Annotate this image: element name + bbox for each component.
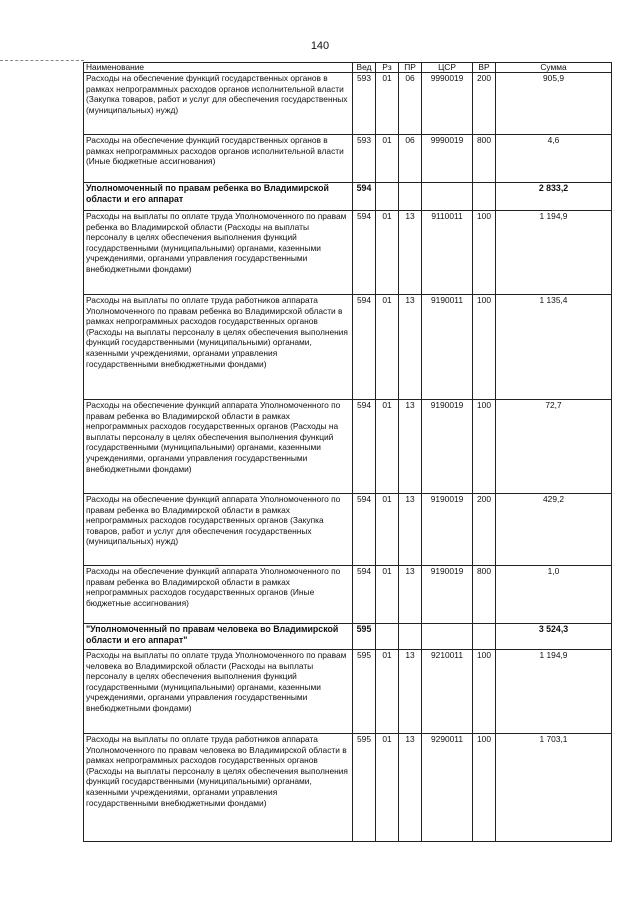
cell-vr — [473, 183, 496, 211]
cell-pr: 13 — [399, 400, 422, 494]
cell-csr: 9190019 — [422, 566, 473, 624]
cell-sum: 1 194,9 — [496, 650, 612, 734]
col-header-rz: Рз — [376, 63, 399, 73]
cell-pr: 13 — [399, 494, 422, 566]
cell-vr: 200 — [473, 73, 496, 135]
cell-rz — [376, 183, 399, 211]
cell-ved: 593 — [353, 135, 376, 183]
cell-ved: 594 — [353, 211, 376, 295]
cell-sum: 2 833,2 — [496, 183, 612, 211]
cell-ved: 595 — [353, 624, 376, 650]
table-row — [84, 135, 612, 183]
cell-ved: 595 — [353, 734, 376, 842]
cell-pr: 06 — [399, 135, 422, 183]
cell-pr: 13 — [399, 295, 422, 400]
table-row — [84, 295, 612, 400]
table-header-row — [84, 63, 612, 73]
cell-rz: 01 — [376, 734, 399, 842]
cell-pr: 13 — [399, 734, 422, 842]
cell-ved: 594 — [353, 183, 376, 211]
cell-sum: 1 135,4 — [496, 295, 612, 400]
cell-csr: 9190019 — [422, 494, 473, 566]
cell-pr: 13 — [399, 211, 422, 295]
cell-vr: 100 — [473, 734, 496, 842]
cell-csr: 9290011 — [422, 734, 473, 842]
cell-name: Расходы на обеспечение функций государственных органов в рамках непрограммных расходов органов исполнительной власти (Иные бюджетные ассигнования) — [84, 135, 353, 183]
cell-name: Расходы на обеспечение функций аппарата Уполномоченного по правам ребенка во Владимирской области в рамках непрограммных расходов государственных органов (Иные бюджетные ассигнования) — [84, 566, 353, 624]
cell-vr: 800 — [473, 135, 496, 183]
scan-artifact-line — [0, 60, 84, 61]
cell-vr: 800 — [473, 566, 496, 624]
table-row — [84, 494, 612, 566]
cell-rz: 01 — [376, 494, 399, 566]
cell-pr: 13 — [399, 566, 422, 624]
cell-csr: 9990019 — [422, 135, 473, 183]
cell-csr: 9110011 — [422, 211, 473, 295]
cell-rz: 01 — [376, 295, 399, 400]
cell-ved: 595 — [353, 650, 376, 734]
table-row — [84, 566, 612, 624]
cell-csr — [422, 183, 473, 211]
cell-name: Расходы на обеспечение функций аппарата Уполномоченного по правам ребенка во Владимирской области в рамках непрограммных расходов государственных органов (Закупка товаров, работ и услуг для обеспечения государственных (муниципальных) нужд) — [84, 494, 353, 566]
table-row — [84, 73, 612, 135]
cell-sum: 1 703,1 — [496, 734, 612, 842]
cell-name: Расходы на обеспечение функций государственных органов в рамках непрограммных расходов органов исполнительной власти (Закупка товаров, работ и услуг для обеспечения государственных (муниципальных) нужд) — [84, 73, 353, 135]
cell-sum: 1 194,9 — [496, 211, 612, 295]
cell-sum: 72,7 — [496, 400, 612, 494]
page-number: 140 — [310, 40, 330, 52]
table-row-department — [84, 183, 612, 211]
col-header-sum: Сумма — [496, 63, 612, 73]
cell-name: Расходы на обеспечение функций аппарата Уполномоченного по правам ребенка во Владимирской области в рамках непрограммных расходов государственных органов (Расходы на выплаты персоналу в целях обеспечения выполнения функций государственными (муниципальными) органами, казенными учреждениями, органами управления государственными внебюджетными фондами) — [84, 400, 353, 494]
col-header-vr: ВР — [473, 63, 496, 73]
cell-ved: 594 — [353, 295, 376, 400]
cell-rz: 01 — [376, 566, 399, 624]
cell-rz: 01 — [376, 400, 399, 494]
cell-rz: 01 — [376, 650, 399, 734]
table-row — [84, 734, 612, 842]
cell-pr: 13 — [399, 650, 422, 734]
cell-pr — [399, 624, 422, 650]
cell-csr: 9210011 — [422, 650, 473, 734]
cell-ved: 593 — [353, 73, 376, 135]
table-row — [84, 211, 612, 295]
cell-vr: 100 — [473, 211, 496, 295]
cell-vr: 100 — [473, 295, 496, 400]
cell-ved: 594 — [353, 566, 376, 624]
cell-sum: 429,2 — [496, 494, 612, 566]
cell-sum: 905,9 — [496, 73, 612, 135]
cell-sum: 3 524,3 — [496, 624, 612, 650]
budget-table — [83, 62, 612, 842]
cell-sum: 1,0 — [496, 566, 612, 624]
cell-rz — [376, 624, 399, 650]
cell-pr: 06 — [399, 73, 422, 135]
cell-rz: 01 — [376, 73, 399, 135]
cell-csr: 9190011 — [422, 295, 473, 400]
cell-sum: 4,6 — [496, 135, 612, 183]
cell-name: Расходы на выплаты по оплате труда Уполномоченного по правам человека во Владимирской области (Расходы на выплаты персоналу в целях обеспечения выполнения функций государственными (муниципальными) органами, казенными учреждениями, органами управления государственными внебюджетными фондами) — [84, 650, 353, 734]
col-header-csr: ЦСР — [422, 63, 473, 73]
cell-rz: 01 — [376, 211, 399, 295]
cell-pr — [399, 183, 422, 211]
cell-csr: 9190019 — [422, 400, 473, 494]
cell-name: Уполномоченный по правам ребенка во Владимирской области и его аппарат — [84, 183, 353, 211]
table-row — [84, 650, 612, 734]
cell-vr: 100 — [473, 650, 496, 734]
cell-name: Расходы на выплаты по оплате труда Уполномоченного по правам ребенка во Владимирской области (Расходы на выплаты персоналу в целях обеспечения выполнения функций государственными (муниципальными) органами, казенными учреждениями, органами управления государственными внебюджетными фондами) — [84, 211, 353, 295]
cell-csr — [422, 624, 473, 650]
cell-vr: 200 — [473, 494, 496, 566]
cell-vr: 100 — [473, 400, 496, 494]
cell-rz: 01 — [376, 135, 399, 183]
col-header-pr: ПР — [399, 63, 422, 73]
col-header-ved: Вед — [353, 63, 376, 73]
cell-ved: 594 — [353, 494, 376, 566]
cell-name: "Уполномоченный по правам человека во Владимирской области и его аппарат" — [84, 624, 353, 650]
table-row-department — [84, 624, 612, 650]
cell-name: Расходы на выплаты по оплате труда работников аппарата Уполномоченного по правам человека во Владимирской области в рамках непрограммных расходов государственных органов (Расходы на выплаты персоналу в целях обеспечения выполнения функций государственными (муниципальными) органами, казенными учреждениями, органами управления государственными внебюджетными фондами) — [84, 734, 353, 842]
cell-vr — [473, 624, 496, 650]
table-row — [84, 400, 612, 494]
cell-csr: 9990019 — [422, 73, 473, 135]
cell-name: Расходы на выплаты по оплате труда работников аппарата Уполномоченного по правам ребенка во Владимирской области в рамках непрограммных расходов государственных органов (Расходы на выплаты персоналу в целях обеспечения выполнения функций государственными (муниципальными) органами, казенными учреждениями, органами управления государственными внебюджетными фондами) — [84, 295, 353, 400]
cell-ved: 594 — [353, 400, 376, 494]
col-header-name: Наименование — [84, 63, 353, 73]
